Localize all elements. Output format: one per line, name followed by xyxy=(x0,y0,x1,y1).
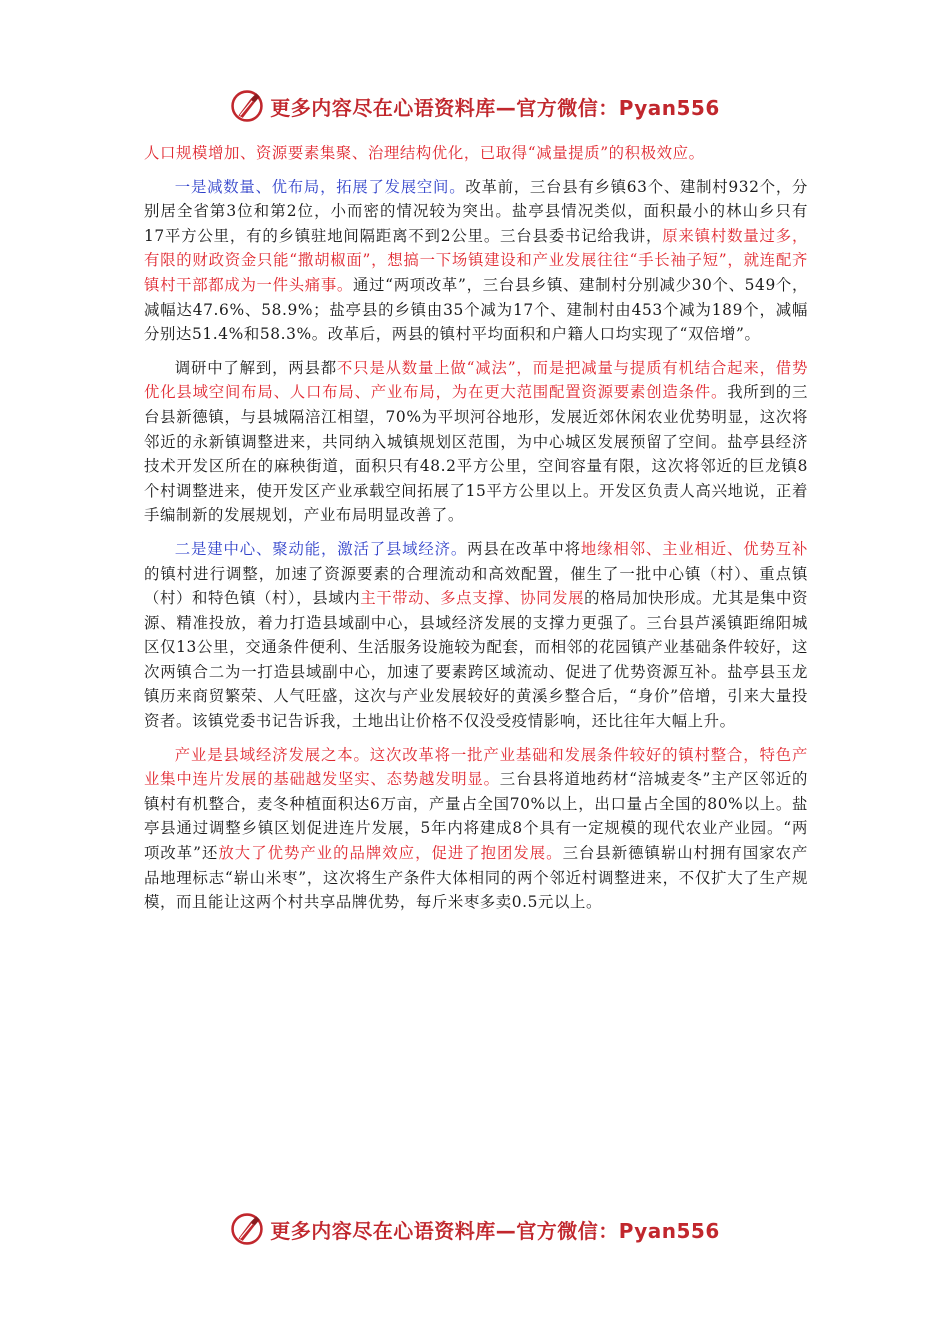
paragraph-5 xyxy=(144,743,808,915)
highlighted-text-red: 放大了优势产业的品牌效应，促进了抱团发展。 xyxy=(218,844,563,863)
highlighted-text-red: 不只是从数量上做“减法”，而是把减量与提质有机结合起来，借势优化县域空间布局、人口布局、产业布局，为在更大范围配置资源要素创造条件。 xyxy=(144,358,808,402)
document-body xyxy=(144,141,808,924)
body-text: 通过“两项改革”，三台县乡镇、建制村分别减少30个、549个，减幅达47.6%、58.9%；盐亭县的乡镇由35个减为17个、建制村由453个减为189个，减幅分别达51.4%和58.3%。改革后，两县的镇村平均面积和户籍人口均实现了“双倍增”。 xyxy=(144,275,808,344)
pen-nib-logo-icon xyxy=(230,1212,264,1246)
paragraph-4 xyxy=(144,537,808,734)
paragraph-3 xyxy=(144,356,808,528)
highlighted-text-red: 人口规模增加、资源要素集聚、治理结构优化，已取得“减量提质”的积极效应。 xyxy=(144,144,705,162)
highlighted-text-blue: 二是建中心、聚动能，激活了县域经济。 xyxy=(174,539,468,558)
body-text: 三台县新德镇崭山村拥有国家农产品地理标志“崭山米枣”，这次将生产条件大体相同的两个邻近村调整进来，不仅扩大了生产规模，而且能让这两个村共享品牌优势，每斤米枣多卖0.5元以上。 xyxy=(144,844,808,912)
body-text: 两县在改革中将 xyxy=(467,539,581,558)
pen-nib-logo-icon xyxy=(230,89,264,123)
watermark-banner-bottom xyxy=(0,1207,950,1251)
watermark-banner-top xyxy=(0,84,950,128)
paragraph-2 xyxy=(144,175,808,347)
highlighted-text-red: 主干带动、多点支撑、协同发展 xyxy=(360,589,585,608)
highlighted-text-blue: 一是减数量、优布局，拓展了发展空间。 xyxy=(174,177,466,196)
body-text: 我所到的三台县新德镇，与县城隔涪江相望，70%为平坝河谷地形，发展近郊休闲农业优势明显，这次将邻近的永新镇调整进来，共同纳入城镇规划区范围，为中心城区发展预留了空间。盐亭县经济技术开发区所在的麻秧街道，面积只有48.2平方公里，空间容量有限，这次将邻近的巨龙镇8个村调整进来，使开发区产业承载空间拓展了15平方公里以上。开发区负责人高兴地说，正着手编制新的发展规划，产业布局明显改善了。 xyxy=(144,383,808,525)
body-text: 的镇村进行调整，加速了资源要素的合理流动和高效配置，催生了一批中心镇（村）、重点镇（村）和特色镇（村），县域内 xyxy=(144,564,808,608)
body-text: 的格局加快形成。尤其是集中资源、精准投放，着力打造县域副中心，县域经济发展的支撑力更强了。三台县芦溪镇距绵阳城区仅13公里，交通条件便利、生活服务设施较为配套，而相邻的花园镇产业基础条件较好，这次两镇合二为一打造县域副中心，加速了要素跨区域流动、促进了优势资源互补。盐亭县玉龙镇历来商贸繁荣、人气旺盛，这次与产业发展较好的黄溪乡整合后，“身价”倍增，引来大量投资者。该镇党委书记告诉我，土地出让价格不仅没受疫情影响，还比往年大幅上升。 xyxy=(144,589,809,731)
highlighted-text-red: 地缘相邻、主业相近、优势互补 xyxy=(580,539,808,558)
watermark-text: 更多内容尽在心语资料库—官方微信：Pyan556 xyxy=(270,95,720,120)
highlighted-text-red: 原来镇村数量过多，有限的财政资金只能“撒胡椒面”，想搞一下场镇建设和产业发展往往“手长袖子短”，就连配齐镇村干部都成为一件头痛事。 xyxy=(144,226,808,294)
body-text: 调研中了解到，两县都 xyxy=(174,358,337,377)
body-text: 改革前，三台县有乡镇63个、建制村932个，分别居全省第3位和第2位，小而密的情况较为突出。盐亭县情况类似，面积最小的林山乡只有17平方公里，有的乡镇驻地间隔距离不到2公里。三台县委书记给我讲， xyxy=(144,177,808,245)
paragraph-1 xyxy=(144,141,808,166)
body-text: 三台县将道地药材“涪城麦冬”主产区邻近的镇村有机整合，麦冬种植面积达6万亩，产量占全国70%以上，出口量占全国的80%以上。盐亭县通过调整乡镇区划促进连片发展，5年内将建成8个具有一定规模的现代农业产业园。“两项改革”还 xyxy=(144,770,808,863)
watermark-text: 更多内容尽在心语资料库—官方微信：Pyan556 xyxy=(270,1218,720,1243)
highlighted-text-red: 产业是县域经济发展之本。这次改革将一批产业基础和发展条件较好的镇村整合，特色产业集中连片发展的基础越发坚实、态势越发明显。 xyxy=(144,745,808,789)
